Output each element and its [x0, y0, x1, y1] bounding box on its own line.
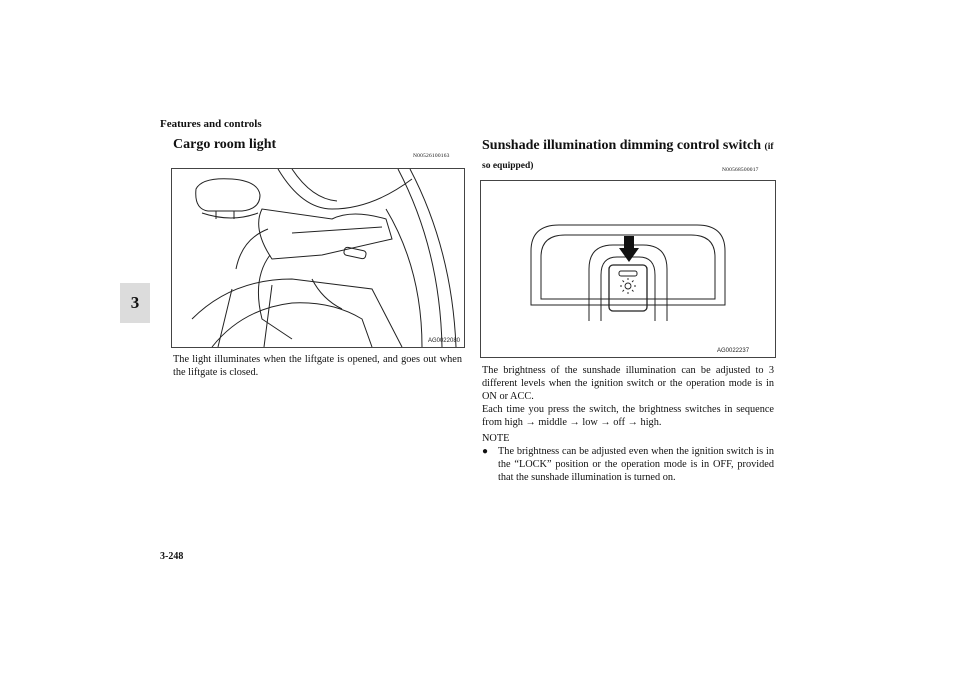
sunshade-description-2: Each time you press the switch, the brightness switches in sequence from high → middle → low → off → high.: [482, 404, 774, 428]
cargo-room-illustration: [172, 169, 464, 347]
sunshade-dimming-code: N00568500017: [722, 167, 759, 173]
note-text: The brightness can be adjusted even when the ignition switch is in the “LOCK” position or the operation mode is in OFF, provided that the sunshade illumination is turned on.: [498, 446, 774, 483]
cargo-room-figure-code: AG0022080: [427, 338, 460, 344]
sunshade-dimming-title-main: Sunshade illumination dimming control switch: [482, 138, 762, 153]
chapter-tab: 3: [120, 283, 150, 323]
bullet-icon: ●: [482, 446, 489, 457]
cargo-room-description: The light illuminates when the liftgate is opened, and goes out when the liftgate is closed.: [173, 354, 462, 378]
sunshade-switch-illustration: [481, 181, 775, 357]
cargo-room-figure: [171, 168, 465, 348]
press-arrow-icon: [619, 236, 639, 262]
cargo-room-light-code: N00526100163: [413, 153, 450, 159]
note-label: NOTE: [482, 433, 510, 444]
sunshade-description-1: The brightness of the sunshade illumination can be adjusted to 3 different levels when the ignition switch or the operation mode is in ON or ACC.: [482, 365, 774, 402]
sunshade-figure-code: AG0022237: [717, 348, 750, 354]
sunshade-dimming-title-suffix: (if so equipped): [482, 142, 774, 171]
note-item: [482, 445, 774, 484]
page-number: 3-248: [160, 551, 184, 562]
section-header: Features and controls: [160, 118, 262, 130]
sunshade-switch-figure: [480, 180, 776, 358]
cargo-room-light-title: Cargo room light: [173, 137, 277, 152]
